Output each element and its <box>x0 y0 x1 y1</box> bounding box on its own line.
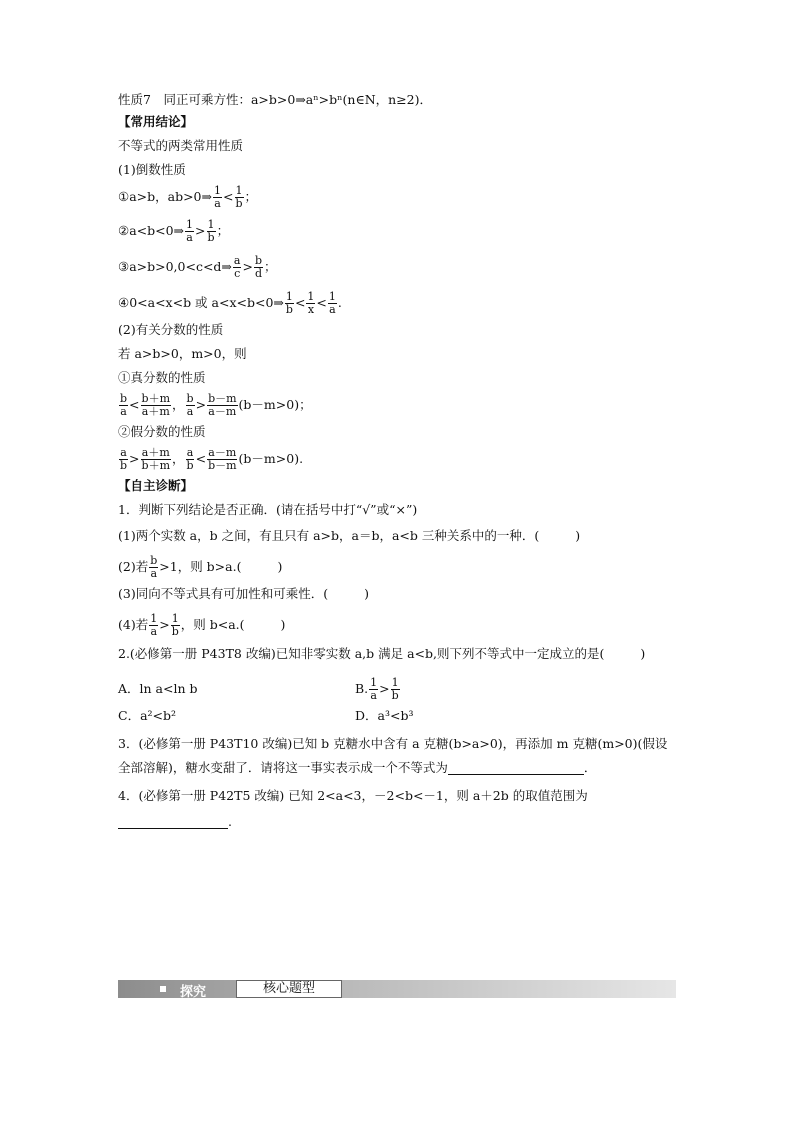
fraction: $\frac{1}{b}$ <box>391 675 399 702</box>
question-4-line-2: . <box>118 814 676 830</box>
fraction: $\frac{1}{x}$ <box>307 289 315 316</box>
reciprocal-rule-4: ④0<a<x<b 或 a<x<b<0⇒ $\frac{1}{b}$ < $\frac{1}{x}$ < $\frac{1}{a}$ . <box>118 289 342 316</box>
question-1: 1．判断下列结论是否正确．(请在括号中打“√”或“×”) <box>118 502 418 517</box>
fraction: $\frac{1}{a}$ <box>328 289 336 316</box>
question-3-line-1: 3．(必修第一册 P43T10 改编)已知 b 克糖水中含有 a 克糖(b>a>0)，再添加 m 克糖(m>0)(假设 <box>118 736 668 751</box>
fraction: $\frac{a-m}{b-m}$ <box>208 445 237 472</box>
option-d[interactable]: D．a³<b³ <box>355 708 414 723</box>
fraction: $\frac{b-m}{a-m}$ <box>208 391 237 418</box>
question-4-line-1: 4．(必修第一册 P42T5 改编) 已知 2<a<3，－2<b<－1，则 a＋2b 的取值范围为 <box>118 788 588 803</box>
self-diagnosis-heading: 【自主诊断】 <box>118 478 194 493</box>
reciprocal-rule-1: ①a>b，ab>0⇒ $\frac{1}{a}$ < $\frac{1}{b}$ ； <box>118 183 258 210</box>
fraction: $\frac{b}{a}$ <box>186 391 194 418</box>
document-body <box>118 92 676 830</box>
section-tag: 探究 <box>180 985 207 1000</box>
question-1-4: (4)若 $\frac{1}{a}$ > $\frac{1}{b}$ ，则 b<a.( ) <box>118 611 286 638</box>
fraction: $\frac{a}{b}$ <box>120 445 128 472</box>
improper-fraction-heading: ②假分数的性质 <box>118 424 206 439</box>
question-1-1: (1)两个实数 a，b 之间，有且只有 a>b，a＝b，a<b 三种关系中的一种．( ) <box>118 528 581 543</box>
fraction: $\frac{b}{a}$ <box>120 391 128 418</box>
improper-fraction-rule: $\frac{a}{b}$ > $\frac{a+m}{b+m}$ ， $\frac{a}{b}$ < $\frac{a-m}{b-m}$ (b－m>0). <box>120 445 304 472</box>
fraction: $\frac{a+m}{b+m}$ <box>141 445 171 472</box>
option-a[interactable]: A．ln a<ln b <box>118 681 198 696</box>
question-2-options-ab <box>118 674 676 704</box>
option-b[interactable]: B. $\frac{1}{a}$ > $\frac{1}{b}$ <box>355 675 399 702</box>
section-banner <box>118 980 676 998</box>
fraction: $\frac{1}{b}$ <box>207 217 215 244</box>
fraction: $\frac{a}{b}$ <box>186 445 194 472</box>
answer-blank[interactable] <box>118 816 228 829</box>
fraction: $\frac{1}{b}$ <box>285 289 293 316</box>
fraction: $\frac{1}{b}$ <box>235 183 243 210</box>
fraction: $\frac{1}{a}$ <box>150 611 158 638</box>
fraction: $\frac{b}{a}$ <box>150 553 158 580</box>
fraction: $\frac{a}{c}$ <box>233 253 241 280</box>
fraction-properties-heading: (2)有关分数的性质 <box>118 322 224 337</box>
option-c[interactable]: C．a²<b² <box>118 708 177 723</box>
question-1-3: (3)同向不等式具有可加性和可乘性．( ) <box>118 586 369 601</box>
fraction: $\frac{1}{b}$ <box>171 611 179 638</box>
question-2-options-cd <box>118 708 676 724</box>
common-conclusions-heading: 【常用结论】 <box>118 114 194 129</box>
section-title: 核心题型 <box>236 980 342 998</box>
reciprocal-rule-3: ③a>b>0,0<c<d⇒ $\frac{a}{c}$ > $\frac{b}{d}$ ； <box>118 253 277 280</box>
fraction: $\frac{b+m}{a+m}$ <box>141 391 171 418</box>
fraction: $\frac{1}{a}$ <box>214 183 221 210</box>
common-intro: 不等式的两类常用性质 <box>118 138 244 153</box>
property-7: 性质7 同正可乘方性： a>b>0⇒aⁿ>bⁿ(n∈N，n≥2)． <box>118 92 433 107</box>
question-3-line-2: 全部溶解)，糖水变甜了．请将这一事实表示成一个不等式为 ． <box>118 760 597 775</box>
fraction: $\frac{b}{d}$ <box>254 253 263 280</box>
question-2: 2.(必修第一册 P43T8 改编)已知非零实数 a,b 满足 a<b,则下列不等式中一定成立的是( ) <box>118 646 646 661</box>
reciprocal-heading: (1)倒数性质 <box>118 162 186 177</box>
proper-fraction-rule: $\frac{b}{a}$ < $\frac{b+m}{a+m}$ ， $\frac{b}{a}$ > $\frac{b-m}{a-m}$ (b－m>0)； <box>120 391 312 418</box>
fraction-condition: 若 a>b>0，m>0，则 <box>118 346 247 361</box>
fraction: $\frac{1}{a}$ <box>370 675 378 702</box>
proper-fraction-heading: ①真分数的性质 <box>118 370 206 385</box>
reciprocal-rule-2: ②a<b<0⇒ $\frac{1}{a}$ > $\frac{1}{b}$ ； <box>118 217 230 244</box>
answer-blank[interactable] <box>448 762 584 775</box>
square-bullet-icon <box>160 986 166 992</box>
fraction: $\frac{1}{a}$ <box>186 217 194 244</box>
question-1-2: (2)若 $\frac{b}{a}$ >1，则 b>a.( ) <box>118 553 283 580</box>
